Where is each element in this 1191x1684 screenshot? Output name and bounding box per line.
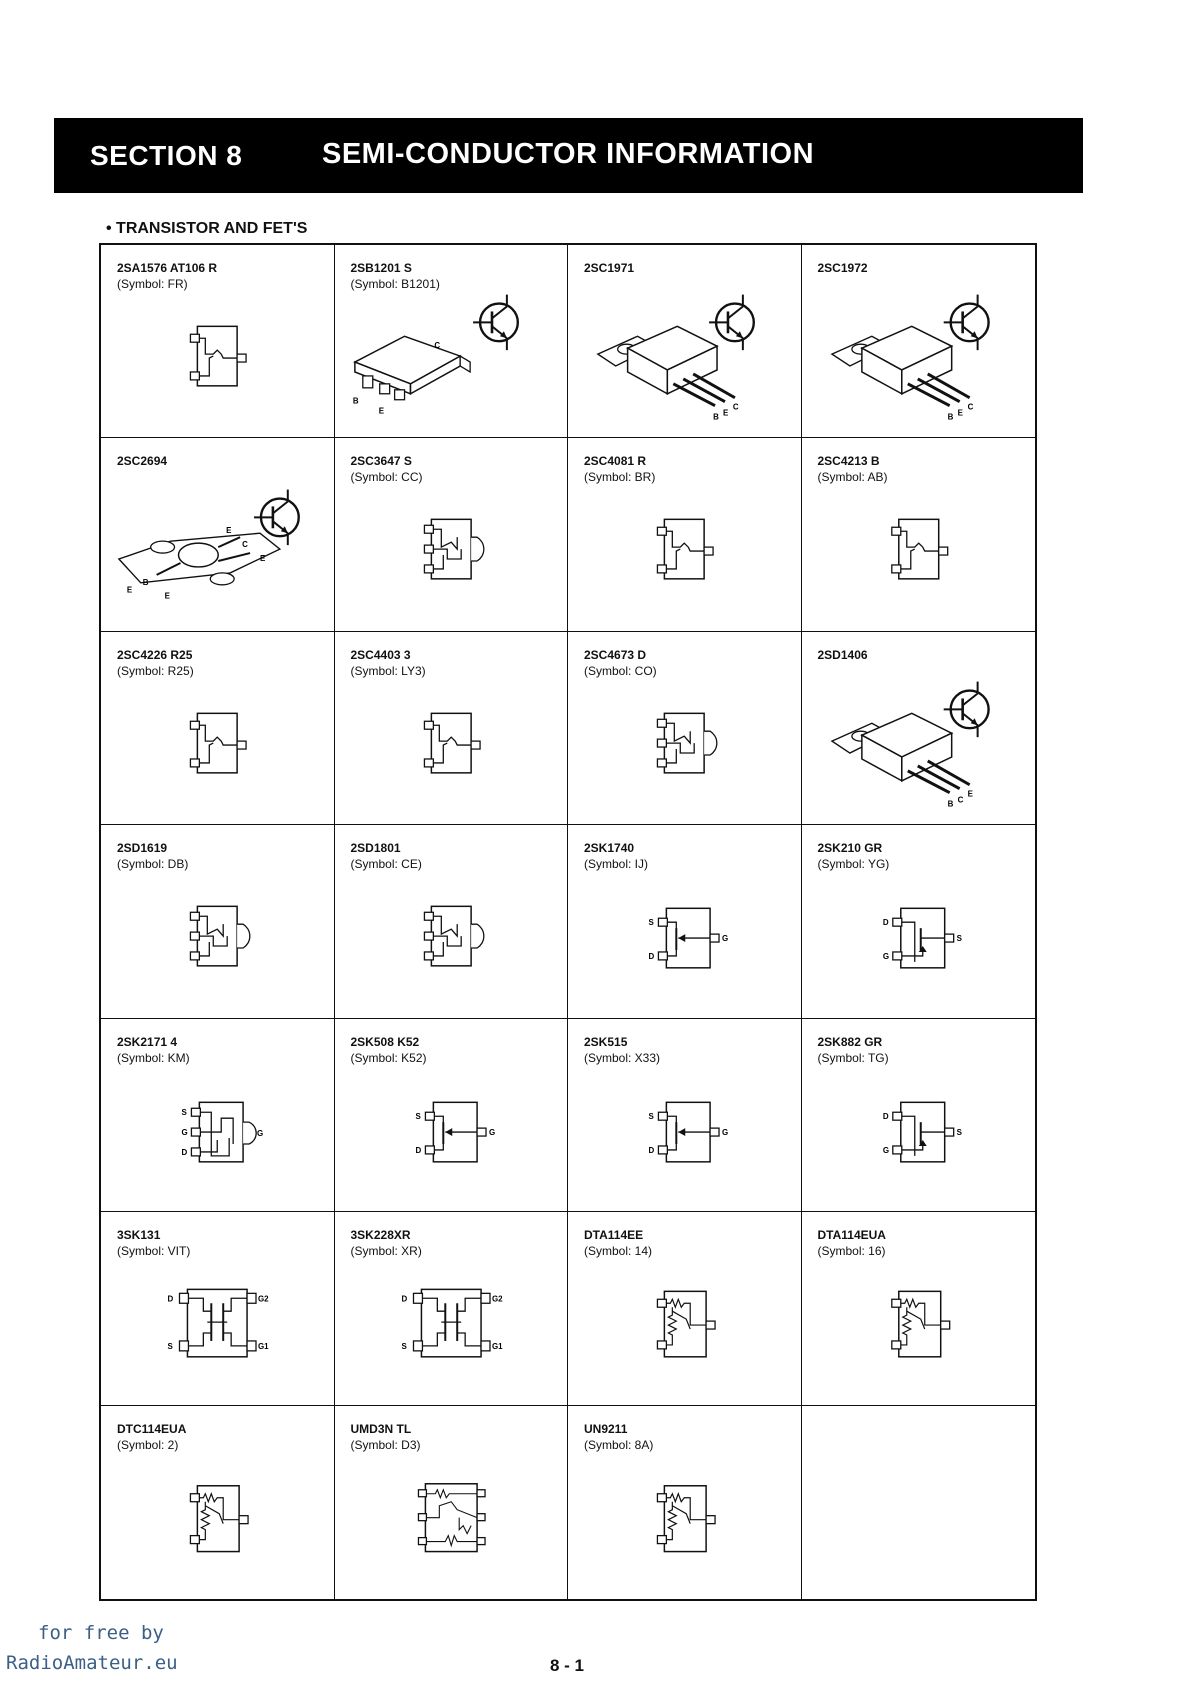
svg-text:S: S xyxy=(956,934,962,944)
part-marking-symbol: (Symbol: TG) xyxy=(817,1050,889,1065)
component-cell xyxy=(568,1212,802,1405)
part-number: 2SK1740 xyxy=(584,841,635,856)
part-marking-symbol: (Symbol: LY3) xyxy=(350,663,426,678)
component-cell xyxy=(802,1212,1036,1405)
component-cell xyxy=(802,1019,1036,1212)
part-number: UMD3N TL xyxy=(350,1421,412,1436)
part-number: 2SC1971 xyxy=(584,261,635,275)
component-cell xyxy=(568,245,802,438)
component-cell xyxy=(568,1406,802,1599)
svg-text:E: E xyxy=(723,408,729,418)
part-number: 2SD1619 xyxy=(117,841,168,856)
svg-text:B: B xyxy=(947,412,953,422)
part-marking-symbol: (Symbol: 14) xyxy=(584,1244,653,1259)
part-number: 2SC4081 R xyxy=(584,454,647,469)
svg-text:D: D xyxy=(648,1145,655,1155)
transistor-schematic-icon xyxy=(473,295,518,351)
component-cell xyxy=(101,1212,335,1405)
svg-text:E: E xyxy=(967,789,973,799)
part-marking-symbol: (Symbol: K52) xyxy=(350,1050,427,1065)
component-cell xyxy=(335,1406,569,1599)
part-marking-symbol: (Symbol: BR) xyxy=(584,470,656,485)
part-number: 2SC3647 S xyxy=(350,454,412,469)
svg-text:G: G xyxy=(722,1127,729,1137)
part-marking-symbol: (Symbol: B1201) xyxy=(350,277,440,291)
component-cell xyxy=(101,632,335,825)
component-cell xyxy=(101,438,335,631)
part-number: 3SK131 xyxy=(117,1228,161,1243)
part-number: 3SK228XR xyxy=(350,1228,411,1243)
svg-text:E: E xyxy=(259,554,266,564)
svg-text:D: D xyxy=(181,1147,188,1157)
subheading: • TRANSISTOR AND FET'S xyxy=(106,220,308,237)
svg-text:D: D xyxy=(648,952,655,962)
component-cell xyxy=(802,438,1036,631)
transistor-schematic-icon xyxy=(709,295,754,351)
part-number: DTA114EE xyxy=(584,1228,644,1243)
part-number: 2SC4403 3 xyxy=(350,647,411,662)
component-cell xyxy=(568,438,802,631)
svg-text:E: E xyxy=(957,408,963,418)
svg-text:C: C xyxy=(433,341,440,351)
component-grid xyxy=(99,243,1037,1601)
component-cell xyxy=(335,825,569,1018)
page-number: 8 - 1 xyxy=(550,1656,585,1675)
svg-text:G: G xyxy=(256,1128,264,1138)
part-number: 2SK210 GR xyxy=(817,841,883,856)
svg-text:C: C xyxy=(967,402,973,412)
svg-text:S: S xyxy=(181,1107,187,1117)
part-marking-symbol: (Symbol: XR) xyxy=(350,1244,422,1259)
part-marking-symbol: (Symbol: DB) xyxy=(117,857,189,872)
part-marking-symbol: (Symbol: IJ) xyxy=(584,857,649,872)
svg-text:G2: G2 xyxy=(257,1294,269,1304)
svg-text:C: C xyxy=(242,540,248,550)
component-cell xyxy=(335,1019,569,1212)
component-cell xyxy=(101,1019,335,1212)
svg-text:C: C xyxy=(957,795,963,805)
part-marking-symbol: (Symbol: 8A) xyxy=(584,1437,654,1452)
part-number: DTC114EUA xyxy=(117,1421,187,1436)
svg-text:S: S xyxy=(648,918,654,928)
part-marking-symbol: (Symbol: CE) xyxy=(350,857,422,872)
section-number: SECTION 8 xyxy=(90,140,243,171)
empty-cell xyxy=(802,1406,1036,1599)
svg-text:G1: G1 xyxy=(491,1342,503,1352)
svg-text:E: E xyxy=(126,586,133,596)
svg-text:D: D xyxy=(167,1294,174,1304)
svg-text:E: E xyxy=(164,592,170,602)
svg-text:B: B xyxy=(352,396,359,406)
svg-text:S: S xyxy=(401,1342,407,1352)
component-cell xyxy=(101,245,335,438)
part-marking-symbol: (Symbol: VIT) xyxy=(117,1244,191,1259)
part-number: 2SK508 K52 xyxy=(350,1034,420,1049)
svg-text:G1: G1 xyxy=(257,1342,269,1352)
component-cell xyxy=(335,438,569,631)
svg-text:E: E xyxy=(378,406,384,416)
svg-text:D: D xyxy=(882,918,889,928)
part-number: 2SB1201 S xyxy=(350,261,412,275)
part-marking-symbol: (Symbol: 16) xyxy=(817,1244,886,1259)
component-cell xyxy=(802,245,1036,438)
svg-text:D: D xyxy=(401,1294,407,1304)
part-number: 2SK515 xyxy=(584,1034,628,1049)
part-marking-symbol: (Symbol: 2) xyxy=(117,1437,179,1452)
part-number: 2SD1406 xyxy=(817,647,868,662)
part-marking-symbol: (Symbol: X33) xyxy=(584,1050,661,1065)
svg-text:G: G xyxy=(181,1127,188,1137)
component-cell xyxy=(568,825,802,1018)
part-marking-symbol: (Symbol: YG) xyxy=(817,857,890,872)
part-number: 2SC2694 xyxy=(117,454,168,469)
part-marking-symbol: (Symbol: CO) xyxy=(584,663,657,678)
svg-text:G: G xyxy=(882,1145,889,1155)
svg-text:G: G xyxy=(488,1127,495,1137)
part-number: 2SK882 GR xyxy=(817,1034,883,1049)
component-cell xyxy=(335,1212,569,1405)
part-number: 2SC1972 xyxy=(817,261,868,275)
component-cell xyxy=(101,825,335,1018)
component-cell xyxy=(101,1406,335,1599)
part-number: 2SA1576 AT106 R xyxy=(117,261,218,275)
part-marking-symbol: (Symbol: R25) xyxy=(117,663,194,678)
svg-text:B: B xyxy=(947,799,953,809)
component-cell xyxy=(335,632,569,825)
svg-text:S: S xyxy=(414,1111,421,1121)
part-marking-symbol: (Symbol: AB) xyxy=(817,470,888,485)
transistor-schematic-icon xyxy=(943,295,988,351)
part-number: 2SK2171 4 xyxy=(117,1034,178,1049)
component-cell xyxy=(335,245,569,438)
part-number: 2SD1801 xyxy=(350,841,401,856)
svg-text:E: E xyxy=(226,526,232,536)
part-number: 2SC4673 D xyxy=(584,647,647,662)
svg-text:S: S xyxy=(167,1342,173,1352)
component-cell xyxy=(802,825,1036,1018)
svg-text:G2: G2 xyxy=(491,1294,503,1304)
svg-text:G: G xyxy=(882,952,889,962)
part-marking-symbol: (Symbol: D3) xyxy=(350,1437,421,1452)
svg-text:C: C xyxy=(732,402,739,412)
svg-text:G: G xyxy=(722,934,729,944)
svg-text:B: B xyxy=(713,412,719,422)
watermark-line2: RadioAmateur.eu xyxy=(6,1652,178,1674)
part-number: 2SC4226 R25 xyxy=(117,647,193,662)
svg-text:D: D xyxy=(414,1145,421,1155)
component-cell xyxy=(568,632,802,825)
part-marking-symbol: (Symbol: CC) xyxy=(350,470,423,485)
watermark-line1: for free by xyxy=(38,1622,164,1644)
component-cell xyxy=(568,1019,802,1212)
section-title: SEMI-CONDUCTOR INFORMATION xyxy=(322,138,815,170)
svg-text:D: D xyxy=(882,1111,889,1121)
svg-text:S: S xyxy=(956,1127,962,1137)
part-number: DTA114EUA xyxy=(817,1228,886,1243)
transistor-schematic-icon xyxy=(943,681,988,737)
part-number: 2SC4213 B xyxy=(817,454,880,469)
part-marking-symbol: (Symbol: FR) xyxy=(117,277,188,291)
svg-text:S: S xyxy=(648,1111,654,1121)
component-cell xyxy=(802,632,1036,825)
section-banner xyxy=(54,118,1083,193)
part-marking-symbol: (Symbol: KM) xyxy=(117,1050,190,1065)
part-number: UN9211 xyxy=(584,1421,628,1436)
svg-text:B: B xyxy=(142,578,149,588)
